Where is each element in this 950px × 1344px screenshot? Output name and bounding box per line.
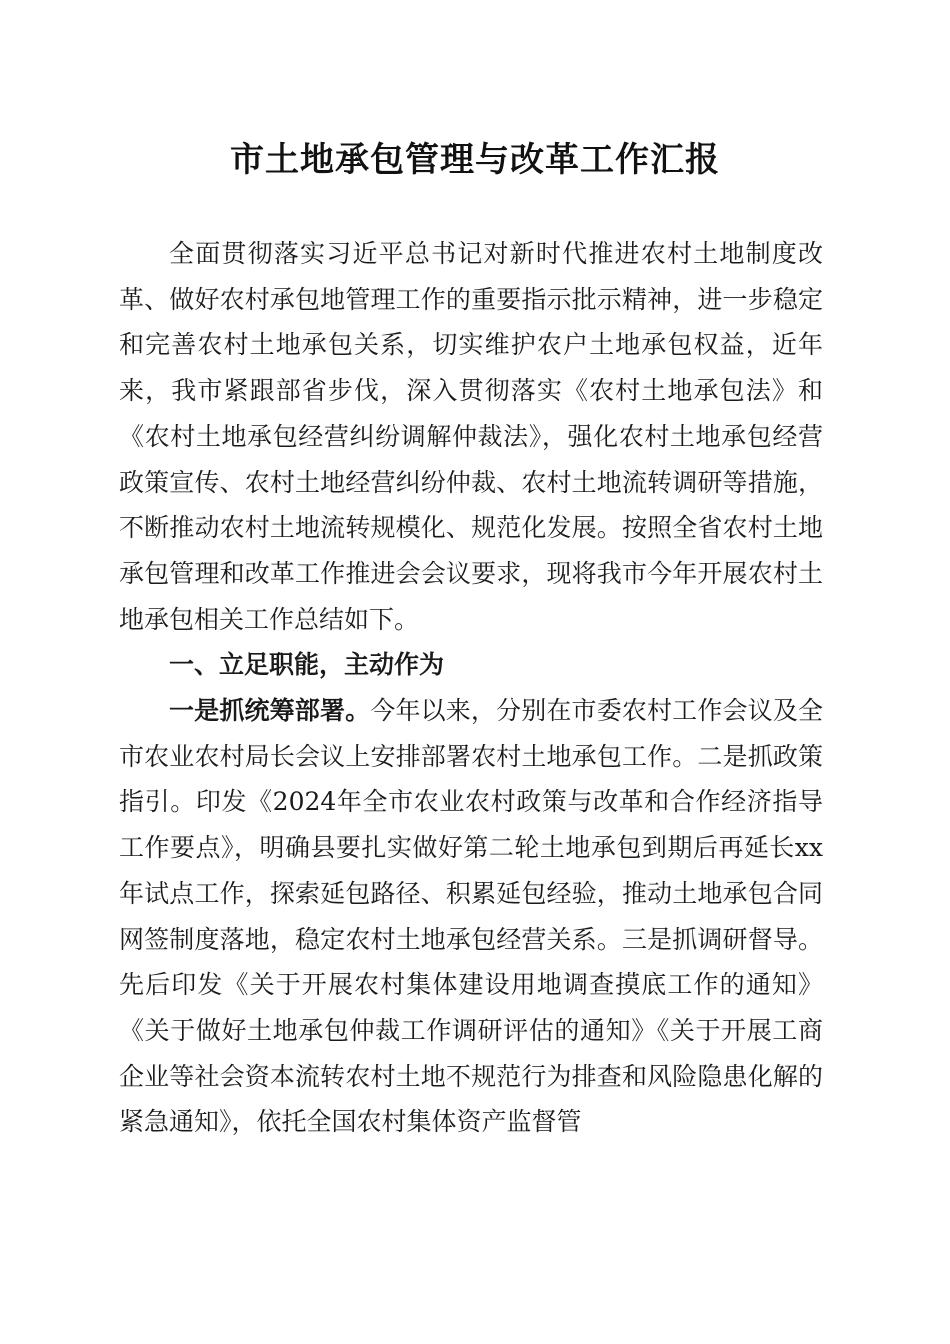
paragraph-lead: 一是抓统筹部署。 xyxy=(169,696,371,726)
section-heading: 一、立足职能，主动作为 xyxy=(169,650,445,680)
intro-paragraph: 全面贯彻落实习近平总书记对新时代推进农村土地制度改革、做好农村承包地管理工作的重要指示批示精神，进一步稳定和完善农村土地承包关系，切实维护农户土地承包权益，近年来，我市紧跟部省步伐，深入贯彻落实《农村土地承包法》和《农村土地承包经营纠纷调解仲裁法》，强化农村土地承包经营政策宣传、农村土地经营纠纷仲裁、农村土地流转调研等措施，不断推动农村土地流转规模化、规范化发展。按照全省农村土地承包管理和改革工作推进会会议要求，现将我市今年开展农村土地承包相关工作总结如下。 xyxy=(119,239,823,634)
document-body xyxy=(119,231,823,1145)
section-paragraph xyxy=(119,688,823,1145)
document-title: 市土地承包管理与改革工作汇报 xyxy=(230,140,720,180)
paragraph-text: 今年以来，分别在市委农村工作会议及全市农业农村局长会议上安排部署农村土地承包工作。二是抓政策指引。印发《2024年全市农业农村政策与改革和合作经济指导工作要点》，明确县要扎实做好第二轮土地承包到期后再延长xx年试点工作，探索延包路径、积累延包经验，推动土地承包合同网签制度落地，稳定农村土地承包经营关系。三是抓调研督导。先后印发《关于开展农村集体建设用地调查摸底工作的通知》《关于做好土地承包仲裁工作调研评估的通知》《关于开展工商企业等社会资本流转农村土地不规范行为排查和风险隐患化解的紧急通知》，依托全国农村集体资产监督管 xyxy=(119,696,823,1137)
